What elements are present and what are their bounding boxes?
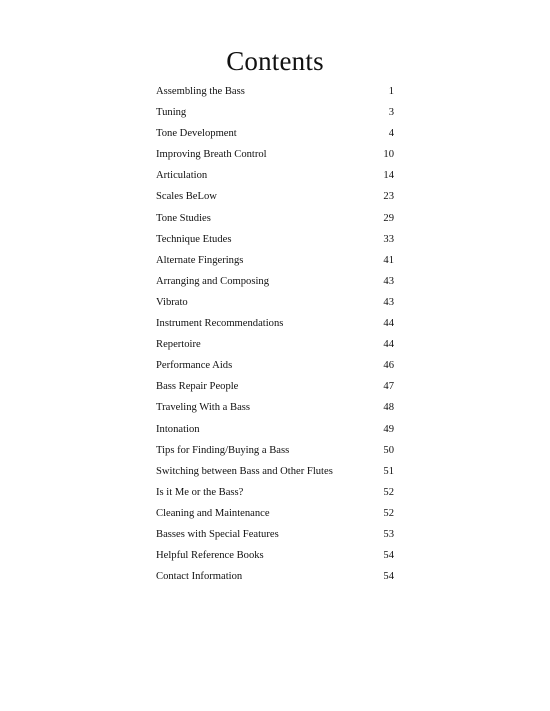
toc-entry: [156, 334, 394, 355]
toc-entry-label: Improving Breath Control: [156, 149, 267, 161]
toc-entry: [156, 440, 394, 461]
toc-entry-page-number: 10: [383, 149, 394, 161]
toc-entry-label: Is it Me or the Bass?: [156, 486, 244, 498]
toc-entry: [156, 355, 394, 376]
toc-entry: [156, 313, 394, 334]
toc-entry-label: Intonation: [156, 423, 200, 435]
toc-entry: [156, 461, 394, 482]
toc-entry-label: Tips for Finding/Buying a Bass: [156, 444, 290, 456]
toc-entry-label: Basses with Special Features: [156, 528, 279, 540]
toc-entry: [156, 397, 394, 418]
toc-entry-page-number: 29: [383, 212, 394, 224]
toc-entry-page-number: 50: [383, 444, 394, 456]
toc-entry: [156, 186, 394, 207]
toc-entry-label: Performance Aids: [156, 360, 233, 372]
table-of-contents: [156, 81, 394, 587]
toc-entry: [156, 144, 394, 165]
toc-entry-label: Switching between Bass and Other Flutes: [156, 465, 333, 477]
toc-entry: [156, 102, 394, 123]
toc-entry: [156, 524, 394, 545]
toc-entry-page-number: 48: [383, 402, 394, 414]
toc-entry-page-number: 43: [383, 296, 394, 308]
toc-entry: [156, 566, 394, 587]
toc-entry-page-number: 49: [383, 423, 394, 435]
toc-entry-label: Scales BeLow: [156, 191, 217, 203]
toc-entry-label: Repertoire: [156, 339, 201, 351]
toc-entry-label: Instrument Recommendations: [156, 318, 284, 330]
toc-entry-page-number: 53: [383, 528, 394, 540]
toc-entry-page-number: 4: [388, 128, 394, 140]
toc-entry: [156, 123, 394, 144]
toc-entry-page-number: 23: [383, 191, 394, 203]
toc-entry: [156, 165, 394, 186]
toc-entry-label: Vibrato: [156, 296, 188, 308]
toc-entry-label: Arranging and Composing: [156, 275, 269, 287]
toc-entry-label: Assembling the Bass: [156, 86, 245, 97]
toc-entry-page-number: 52: [383, 486, 394, 498]
toc-entry-label: Articulation: [156, 170, 208, 182]
toc-entry: [156, 250, 394, 271]
toc-entry: [156, 419, 394, 440]
toc-entry-page-number: 47: [383, 381, 394, 393]
toc-entry-page-number: 52: [383, 507, 394, 519]
toc-entry-page-number: 44: [383, 339, 394, 351]
toc-entry-page-number: 43: [383, 275, 394, 287]
toc-entry-label: Tone Studies: [156, 212, 211, 224]
toc-entry-label: Cleaning and Maintenance: [156, 507, 270, 519]
toc-entry-page-number: 33: [383, 233, 394, 245]
toc-entry-label: Tone Development: [156, 128, 237, 140]
toc-entry-page-number: 44: [383, 318, 394, 330]
page-title: Contents: [226, 46, 324, 76]
toc-entry: [156, 503, 394, 524]
toc-entry: [156, 482, 394, 503]
toc-entry-label: Alternate Fingerings: [156, 254, 244, 266]
toc-entry: [156, 271, 394, 292]
toc-entry: [156, 81, 394, 102]
toc-entry-label: Technique Etudes: [156, 233, 232, 245]
toc-entry-label: Helpful Reference Books: [156, 550, 264, 562]
toc-entry-page-number: 54: [383, 571, 394, 583]
toc-entry-label: Bass Repair People: [156, 381, 239, 393]
toc-entry-label: Tuning: [156, 107, 187, 119]
toc-entry-page-number: 1: [388, 86, 394, 97]
toc-entry-page-number: 54: [383, 550, 394, 562]
toc-entry-page-number: 51: [383, 465, 394, 477]
toc-entry-page-number: 46: [383, 360, 394, 372]
toc-entry-page-number: 3: [388, 107, 394, 119]
toc-entry-page-number: 41: [383, 254, 394, 266]
toc-entry: [156, 376, 394, 397]
toc-entry: [156, 292, 394, 313]
toc-entry: [156, 229, 394, 250]
toc-entry-label: Traveling With a Bass: [156, 402, 251, 414]
toc-entry-page-number: 14: [383, 170, 394, 182]
toc-entry-label: Contact Information: [156, 571, 243, 583]
toc-entry: [156, 208, 394, 229]
toc-entry: [156, 545, 394, 566]
